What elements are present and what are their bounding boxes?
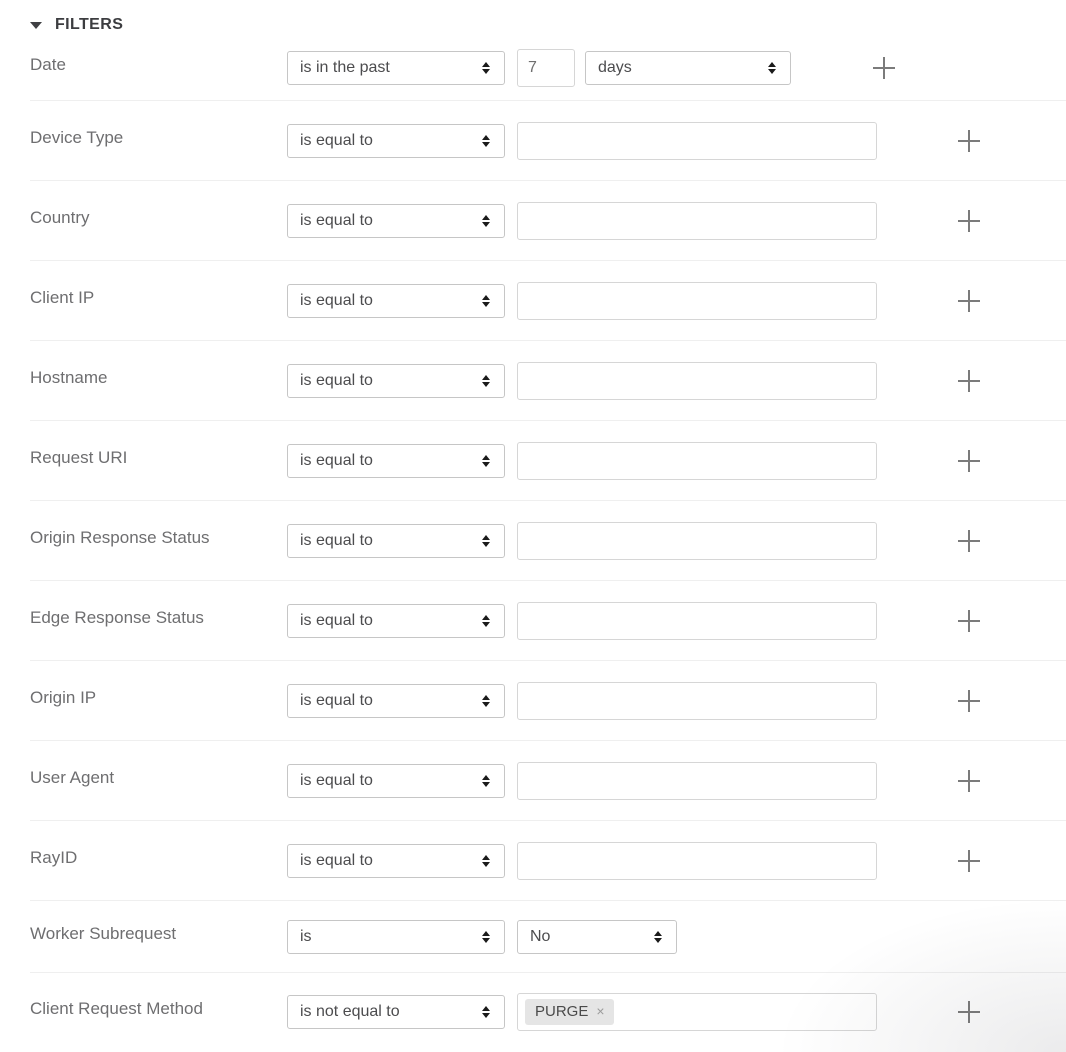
plus-icon	[957, 449, 981, 473]
value-select[interactable]	[517, 920, 677, 954]
value-input[interactable]	[517, 682, 877, 720]
filter-row-user-agent	[30, 741, 1066, 821]
select-stepper-icon	[482, 1006, 490, 1018]
filter-label: Worker Subrequest	[30, 923, 177, 943]
operator-select-value: is not equal to	[300, 1002, 400, 1020]
plus-icon	[872, 56, 896, 80]
filter-row-worker-subrequest	[30, 901, 1066, 973]
caret-down-icon[interactable]	[30, 22, 42, 29]
filter-row-edge-response-status	[30, 581, 1066, 661]
value-input[interactable]	[517, 602, 877, 640]
value-tags-input[interactable]	[517, 993, 877, 1031]
select-stepper-icon	[654, 931, 662, 943]
add-filter-button[interactable]	[957, 208, 983, 234]
filter-label: Device Type	[30, 127, 124, 147]
operator-select[interactable]	[287, 204, 505, 238]
operator-select-value: is equal to	[300, 131, 373, 149]
filter-label: Hostname	[30, 367, 108, 387]
value-input[interactable]	[517, 762, 877, 800]
filter-label: Origin IP	[30, 687, 97, 707]
select-stepper-icon	[768, 62, 776, 74]
operator-select[interactable]	[287, 284, 505, 318]
select-stepper-icon	[482, 375, 490, 387]
tag-label: PURGE	[535, 1002, 589, 1020]
filter-row-hostname	[30, 341, 1066, 421]
filter-row-origin-ip	[30, 661, 1066, 741]
filter-row-origin-response-status	[30, 501, 1066, 581]
value-input[interactable]	[517, 202, 877, 240]
add-filter-button[interactable]	[957, 768, 983, 794]
value-select-value: No	[530, 927, 551, 945]
add-filter-button[interactable]	[957, 288, 983, 314]
filter-row-device-type	[30, 101, 1066, 181]
operator-select-value: is equal to	[300, 451, 373, 469]
value-input[interactable]	[517, 442, 877, 480]
select-stepper-icon	[482, 455, 490, 467]
operator-select[interactable]	[287, 51, 505, 85]
plus-icon	[957, 289, 981, 313]
value-input[interactable]	[517, 282, 877, 320]
operator-select[interactable]	[287, 684, 505, 718]
add-filter-button[interactable]	[957, 528, 983, 554]
filter-label: Edge Response Status	[30, 607, 204, 627]
select-stepper-icon	[482, 775, 490, 787]
operator-select[interactable]	[287, 995, 505, 1029]
select-stepper-icon	[482, 62, 490, 74]
filters-title: FILTERS	[55, 16, 124, 33]
filter-row-country	[30, 181, 1066, 261]
unit-select-value: days	[598, 59, 632, 76]
operator-select-value: is equal to	[300, 851, 373, 869]
operator-select[interactable]	[287, 364, 505, 398]
add-filter-button[interactable]	[957, 848, 983, 874]
operator-select-value: is in the past	[300, 59, 390, 76]
filter-row-rayid	[30, 821, 1066, 901]
operator-select-value: is equal to	[300, 371, 373, 389]
filter-row-request-uri	[30, 421, 1066, 501]
plus-icon	[957, 529, 981, 553]
value-input[interactable]	[517, 842, 877, 880]
operator-select-value: is equal to	[300, 291, 373, 309]
select-stepper-icon	[482, 215, 490, 227]
plus-icon	[957, 609, 981, 633]
add-filter-button[interactable]	[957, 688, 983, 714]
remove-tag-icon[interactable]: ×	[596, 1003, 605, 1019]
filter-row-date	[30, 36, 1066, 101]
plus-icon	[957, 849, 981, 873]
select-stepper-icon	[482, 931, 490, 943]
select-stepper-icon	[482, 615, 490, 627]
operator-select[interactable]	[287, 604, 505, 638]
select-stepper-icon	[482, 855, 490, 867]
filter-label: Client IP	[30, 287, 95, 307]
filter-label: Country	[30, 207, 90, 227]
filter-label: Request URI	[30, 447, 128, 467]
value-number-input[interactable]	[517, 49, 575, 87]
add-filter-button[interactable]	[957, 999, 983, 1025]
filter-label: Origin Response Status	[30, 527, 210, 547]
add-filter-button[interactable]	[957, 368, 983, 394]
operator-select-value: is equal to	[300, 211, 373, 229]
filter-label: User Agent	[30, 767, 115, 787]
plus-icon	[957, 1000, 981, 1024]
operator-select[interactable]	[287, 524, 505, 558]
plus-icon	[957, 769, 981, 793]
plus-icon	[957, 689, 981, 713]
filter-row-client-request-method	[30, 973, 1066, 1050]
plus-icon	[957, 369, 981, 393]
unit-select[interactable]	[585, 51, 791, 85]
filter-row-client-ip	[30, 261, 1066, 341]
select-stepper-icon	[482, 135, 490, 147]
select-stepper-icon	[482, 695, 490, 707]
select-stepper-icon	[482, 295, 490, 307]
operator-select-value: is equal to	[300, 531, 373, 549]
plus-icon	[957, 209, 981, 233]
filters-header	[0, 0, 1066, 36]
tag-purge	[525, 999, 614, 1025]
operator-select[interactable]	[287, 764, 505, 798]
select-stepper-icon	[482, 535, 490, 547]
filter-label: Date	[30, 55, 66, 74]
plus-icon	[957, 129, 981, 153]
filter-label: Client Request Method	[30, 998, 203, 1018]
operator-select-value: is equal to	[300, 691, 373, 709]
operator-select-value: is equal to	[300, 771, 373, 789]
operator-select[interactable]	[287, 444, 505, 478]
filter-label: RayID	[30, 847, 78, 867]
operator-select-value: is	[300, 927, 312, 945]
add-filter-button[interactable]	[957, 128, 983, 154]
operator-select-value: is equal to	[300, 611, 373, 629]
value-input[interactable]	[517, 122, 877, 160]
operator-select[interactable]	[287, 124, 505, 158]
operator-select[interactable]	[287, 920, 505, 954]
value-input[interactable]	[517, 522, 877, 560]
add-filter-button[interactable]	[872, 55, 898, 81]
add-filter-button[interactable]	[957, 448, 983, 474]
add-filter-button[interactable]	[957, 608, 983, 634]
value-input[interactable]	[517, 362, 877, 400]
operator-select[interactable]	[287, 844, 505, 878]
